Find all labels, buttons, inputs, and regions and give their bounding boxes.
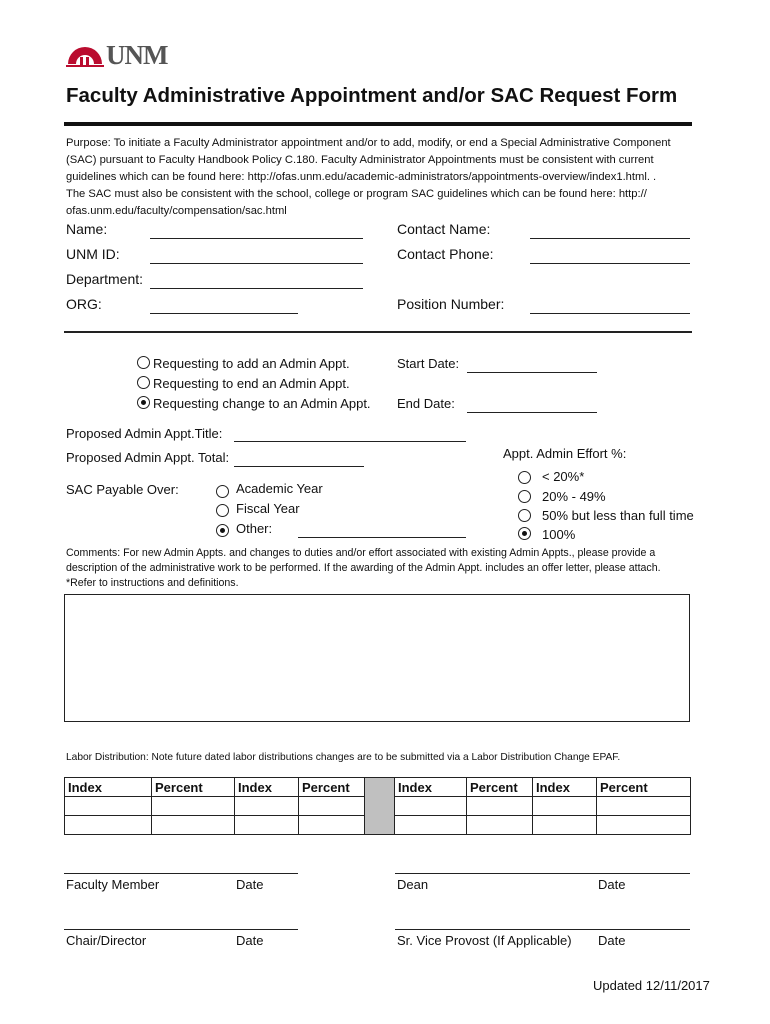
header-index: Index	[533, 778, 597, 797]
table-cell[interactable]	[152, 797, 235, 816]
proposed-total-field[interactable]	[234, 466, 364, 467]
purpose-line: ofas.unm.edu/faculty/compensation/sac.html	[66, 205, 287, 217]
svp-label: Sr. Vice Provost (If Applicable)	[397, 933, 572, 948]
effort-lt20-label: < 20%*	[542, 469, 585, 484]
updated-date: Updated 12/11/2017	[593, 978, 710, 993]
effort-label: Appt. Admin Effort %:	[503, 446, 627, 461]
date-label: Date	[236, 933, 264, 948]
effort-20-49-radio[interactable]	[518, 490, 531, 503]
dean-label: Dean	[397, 877, 429, 892]
header-index: Index	[395, 778, 467, 797]
faculty-member-label: Faculty Member	[66, 877, 160, 892]
start-date-label: Start Date:	[397, 356, 460, 371]
table-cell[interactable]	[299, 797, 365, 816]
request-add-label: Requesting to add an Admin Appt.	[153, 356, 350, 371]
sac-other-field[interactable]	[298, 537, 466, 538]
table-cell[interactable]	[235, 797, 299, 816]
table-cell[interactable]	[299, 816, 365, 835]
unm-id-field[interactable]	[150, 263, 363, 264]
date-label: Date	[598, 933, 626, 948]
purpose-line: guidelines which can be found here: http://ofas.unm.edu/academic-administrators/appointments-overview/index1.html. .	[66, 171, 657, 183]
faculty-signature-line[interactable]	[64, 873, 298, 874]
title-rule	[64, 122, 692, 126]
unm-logo	[66, 40, 181, 70]
proposed-title-field[interactable]	[234, 441, 466, 442]
purpose-text	[66, 135, 706, 220]
sac-fiscal-label: Fiscal Year	[236, 501, 300, 516]
sac-other-label: Other:	[236, 521, 273, 536]
chair-signature-line[interactable]	[64, 929, 298, 930]
name-label: Name:	[66, 221, 108, 237]
purpose-line: Purpose: To initiate a Faculty Administrator appointment and/or to add, modify, or end a Special Administrative Component	[66, 137, 671, 149]
start-date-field[interactable]	[467, 372, 597, 373]
header-index: Index	[65, 778, 152, 797]
request-end-radio[interactable]	[137, 376, 150, 389]
sac-payable-label: SAC Payable Over:	[66, 482, 179, 497]
section-divider	[64, 331, 692, 333]
header-percent: Percent	[467, 778, 533, 797]
sac-academic-radio[interactable]	[216, 485, 229, 498]
date-label: Date	[598, 877, 626, 892]
sac-other-radio[interactable]	[216, 524, 229, 537]
effort-100-radio[interactable]	[518, 527, 531, 540]
logo-text: UNM	[106, 40, 168, 70]
table-row	[65, 778, 691, 797]
table-cell[interactable]	[152, 816, 235, 835]
end-date-field[interactable]	[467, 412, 597, 413]
effort-100-label: 100%	[542, 527, 576, 542]
comments-text	[66, 546, 706, 591]
position-number-label: Position Number:	[397, 296, 505, 312]
effort-50-radio[interactable]	[518, 509, 531, 522]
position-number-field[interactable]	[530, 313, 690, 314]
table-separator	[365, 778, 395, 835]
end-date-label: End Date:	[397, 396, 455, 411]
effort-20-49-label: 20% - 49%	[542, 489, 606, 504]
table-cell[interactable]	[395, 816, 467, 835]
sac-academic-label: Academic Year	[236, 481, 323, 496]
comments-box[interactable]	[64, 594, 690, 722]
unm-seal-icon	[66, 40, 104, 68]
comments-line: *Refer to instructions and definitions.	[66, 577, 239, 589]
table-cell[interactable]	[533, 797, 597, 816]
table-cell[interactable]	[395, 797, 467, 816]
purpose-line: (SAC) pursuant to Faculty Handbook Policy C.180. Faculty Administrator Appointments must be consistent with current	[66, 154, 654, 166]
org-field[interactable]	[150, 313, 298, 314]
table-cell[interactable]	[467, 797, 533, 816]
request-change-radio[interactable]	[137, 396, 150, 409]
table-cell[interactable]	[467, 816, 533, 835]
effort-50-label: 50% but less than full time	[542, 508, 694, 523]
contact-name-label: Contact Name:	[397, 221, 491, 237]
request-end-label: Requesting to end an Admin Appt.	[153, 376, 350, 391]
contact-phone-label: Contact Phone:	[397, 246, 494, 262]
contact-name-field[interactable]	[530, 238, 690, 239]
labor-note: Labor Distribution: Note future dated labor distributions changes are to be submitted via a Labor Distribution Change EPAF.	[66, 752, 621, 763]
table-cell[interactable]	[597, 816, 691, 835]
svp-signature-line[interactable]	[395, 929, 690, 930]
comments-line: Comments: For new Admin Appts. and changes to duties and/or effort associated with existing Admin Appts., please provide a	[66, 547, 656, 559]
department-field[interactable]	[150, 288, 363, 289]
department-label: Department:	[66, 271, 144, 287]
chair-director-label: Chair/Director	[66, 933, 147, 948]
header-percent: Percent	[152, 778, 235, 797]
proposed-total-label: Proposed Admin Appt. Total:	[66, 450, 230, 465]
unm-id-label: UNM ID:	[66, 246, 120, 262]
table-cell[interactable]	[65, 816, 152, 835]
date-label: Date	[236, 877, 264, 892]
table-cell[interactable]	[235, 816, 299, 835]
table-cell[interactable]	[597, 797, 691, 816]
header-percent: Percent	[299, 778, 365, 797]
sac-fiscal-radio[interactable]	[216, 504, 229, 517]
request-add-radio[interactable]	[137, 356, 150, 369]
name-field[interactable]	[150, 238, 363, 239]
purpose-line: The SAC must also be consistent with the school, college or program SAC guidelines which can be found here: http://	[66, 188, 647, 200]
header-index: Index	[235, 778, 299, 797]
header-percent: Percent	[597, 778, 691, 797]
table-cell[interactable]	[65, 797, 152, 816]
labor-distribution-table	[64, 777, 691, 835]
request-change-label: Requesting change to an Admin Appt.	[153, 396, 371, 411]
proposed-title-label: Proposed Admin Appt.Title:	[66, 426, 223, 441]
comments-line: description of the administrative work to be performed. If the awarding of the Admin Appt. includes an offer letter, please attach.	[66, 562, 661, 574]
effort-lt20-radio[interactable]	[518, 471, 531, 484]
dean-signature-line[interactable]	[395, 873, 690, 874]
contact-phone-field[interactable]	[530, 263, 690, 264]
table-cell[interactable]	[533, 816, 597, 835]
org-label: ORG:	[66, 296, 102, 312]
page-title: Faculty Administrative Appointment and/or SAC Request Form	[66, 84, 678, 107]
